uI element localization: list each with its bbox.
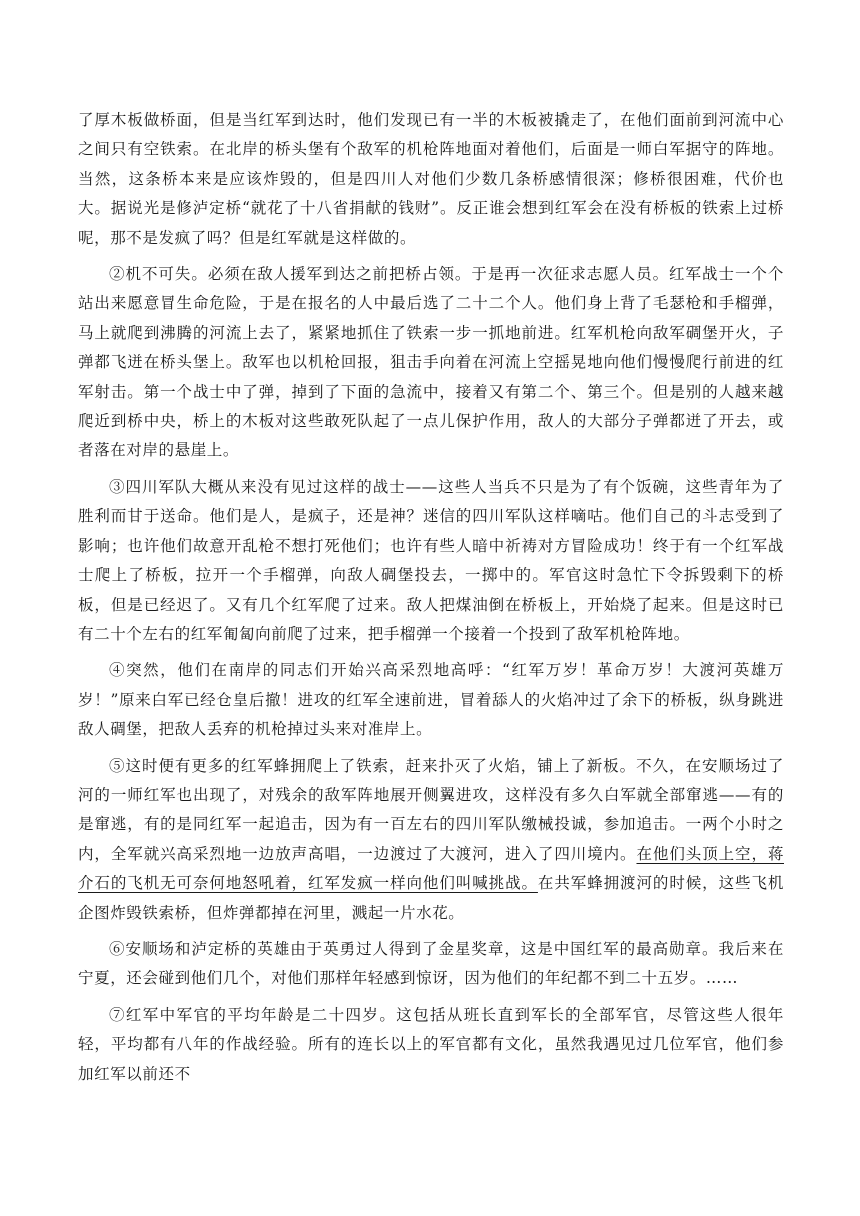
paragraph-continued: 了厚木板做桥面，但是当红军到达时，他们发现已有一半的木板被撬走了，在他们面前到河流中心之间只有空铁索。在北岸的桥头堡有个敌军的机枪阵地面对着他们，后面是一师白军据守的阵地。当然，这条桥本来是应该炸毁的，但是四川人对他们少数几条桥感情很深；修桥很困难，代价也大。据说光是修泸定桥“就花了十八省捐献的钱财”。反正谁会想到红军会在没有桥板的铁索上过桥呢，那不是发疯了吗？但是红军就是这样做的。 [78,111,784,247]
paragraph-7: ⑦红军中军官的平均年龄是二十四岁。这包括从班长直到军长的全部军官，尽管这些人很年轻，平均都有八年的作战经验。所有的连长以上的军官都有文化，虽然我遇见过几位军官，他们参加红军以前还不 [78,1005,784,1083]
paragraph-5-text-after: 在共军蜂拥渡河的时候，这些飞机企图炸毁铁索桥，但炸弹都掉在河里，溅起一片水花。 [78,874,784,922]
paragraph-5 [78,752,784,928]
paragraph-5-text-before: ⑤这时便有更多的红军蜂拥爬上了铁索，赶来扑灭了火焰，铺上了新板。不久，在安顺场过了河的一师红军也出现了，对残余的敌军阵地展开侧翼进攻，这样没有多久白军就全部窜逃——有的是窜逃，有的是同红军一起追击，因为有一百左右的四川军队缴械投诚，参加追击。一两个小时之内，全军就兴高采烈地一边放声高唱，一边渡过了大渡河，进入了四川境内。 [78,756,784,863]
paragraph-4: ④突然，他们在南岸的同志们开始兴高采烈地高呼：“红军万岁！革命万岁！大渡河英雄万岁！”原来白军已经仓皇后撤！进攻的红军全速前进，冒着舔人的火焰冲过了余下的桥板，纵身跳进敌人碉堡，把敌人丢弃的机枪掉过头来对准岸上。 [78,661,784,739]
article-body [78,106,784,1096]
underlined-sentence: 在他们头顶上空，蒋介石的飞机无可奈何地怒吼着，红军发疯一样向他们叫喊挑战。 [78,844,784,893]
paragraph-2: ②机不可失。必须在敌人援军到达之前把桥占领。于是再一次征求志愿人员。红军战士一个个站出来愿意冒生命危险，于是在报名的人中最后选了二十二个人。他们身上背了毛瑟枪和手榴弹，马上就爬到沸腾的河流上去了，紧紧地抓住了铁索一步一抓地前进。红军机枪向敌军碉堡开火，子弹都飞迸在桥头堡上。敌军也以机枪回报，狙击手向着在河流上空摇晃地向他们慢慢爬行前进的红军射击。第一个战士中了弹，掉到了下面的急流中，接着又有第二个、第三个。但是别的人越来越爬近到桥中央，桥上的木板对这些敢死队起了一点儿保护作用，敌人的大部分子弹都迸了开去，或者落在对岸的悬崖上。 [78,265,784,460]
paragraph-3: ③四川军队大概从来没有见过这样的战士——这些人当兵不只是为了有个饭碗，这些青年为了胜利而甘于送命。他们是人，是疯子，还是神？迷信的四川军队这样嘀咕。他们自己的斗志受到了影响；也许他们故意开乱枪不想打死他们；也许有些人暗中祈祷对方冒险成功！终于有一个红军战士爬上了桥板，拉开一个手榴弹，向敌人碉堡投去，一掷中的。军官这时急忙下令拆毁剩下的桥板，但是已经迟了。又有几个红军爬了过来。敌人把煤油倒在桥板上，开始烧了起来。但是这时已有二十个左右的红军匍匐向前爬了过来，把手榴弹一个接着一个投到了敌军机枪阵地。 [78,477,784,643]
paragraph-6: ⑥安顺场和泸定桥的英雄由于英勇过人得到了金星奖章，这是中国红军的最高勋章。我后来在宁夏，还会碰到他们几个，对他们那样年轻感到惊讶，因为他们的年纪都不到二十五岁。…… [78,939,784,988]
